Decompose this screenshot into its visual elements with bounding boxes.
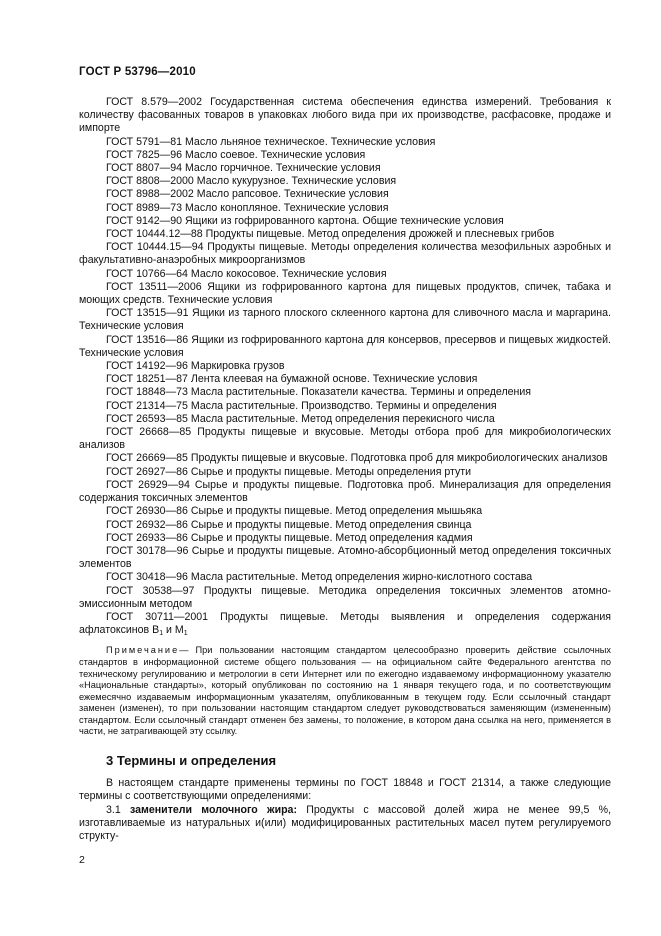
reference-item: ГОСТ 13516—86 Ящики из гофрированного картона для консервов, пресервов и пищевых жидкостей. Технические условия <box>79 333 611 359</box>
reference-item: ГОСТ 8989—73 Масло конопляное. Технические условия <box>106 201 389 214</box>
reference-item: ГОСТ 8808—2000 Масло кукурузное. Технические условия <box>106 175 397 188</box>
reference-item-aflatoxins <box>79 611 611 637</box>
term-text: Продукты с массовой долей жира не менее 99,5 %, изготавливаемые из натуральных и(или) модифицированных растительных масел путем регулируемого структу- <box>79 803 612 843</box>
normative-references <box>79 96 611 637</box>
note <box>79 645 611 738</box>
document-header: ГОСТ Р 53796—2010 <box>79 66 196 78</box>
reference-text: ГОСТ 30711—2001 Продукты пищевые. Методы выявления и определения содержания афлатоксинов В <box>79 610 611 637</box>
reference-item: ГОСТ 13511—2006 Ящики из гофрированного картона для пищевых продуктов, спичек, табака и моющих средств. Технические условия <box>79 280 611 307</box>
reference-item: ГОСТ 26927—86 Сырье и продукты пищевые. Методы определения ртути <box>106 465 472 478</box>
reference-item: ГОСТ 7825—96 Масло соевое. Технические условия <box>106 148 366 161</box>
term-number: 3.1 <box>106 803 131 816</box>
section-intro: В настоящем стандарте применены термины по ГОСТ 18848 и ГОСТ 21314, а также следующие термины с соответствующими определениями: <box>79 777 611 803</box>
reference-item: ГОСТ 26669—85 Продукты пищевые и вкусовые. Подготовка проб для микробиологических анализов <box>106 452 608 465</box>
reference-text-mid: и М <box>163 624 184 637</box>
reference-item: ГОСТ 26668—85 Продукты пищевые и вкусовые. Методы отбора проб для микробиологических анализов <box>79 426 611 452</box>
reference-item: ГОСТ 5791—81 Масло льняное техническое. Технические условия <box>106 135 436 148</box>
reference-item: ГОСТ 26933—86 Сырье и продукты пищевые. Метод определения кадмия <box>106 531 473 544</box>
note-text: — При пользовании настоящим стандартом целесообразно проверить действие ссылочных стандартов в информационной системе общего пользования — на официальном сайте Федерального агентства по техническому регулированию и метрологии в сети Интернет или по ежегодно издаваемому информационному указателю «Национальные стандарты», который опубликован по состоянию на 1 января текущего года, и по соответствующим ежемесячно издаваемым информационным указателям, опубликованным в текущем году. Если ссылочный стандарт заменен (изменен), то при пользовании настоящим стандартом следует руководствоваться заменяющим (измененным) стандартом. Если ссылочный стандарт отменен без замены, то положение, в котором дана ссылка на него, применяется в части, не затрагивающей эту ссылку. <box>79 645 611 737</box>
subscript: 1 <box>159 630 164 638</box>
reference-item: ГОСТ 8807—94 Масло горчичное. Технические условия <box>106 162 381 175</box>
reference-item: ГОСТ 8988—2002 Масло рапсовое. Технические условия <box>106 188 389 201</box>
term-name: заменители молочного жира: <box>130 803 297 816</box>
reference-item: ГОСТ 13515—91 Ящики из тарного плоского склеенного картона для сливочного масла и маргарина. Технические условия <box>79 307 611 333</box>
reference-item: ГОСТ 18251—87 Лента клеевая на бумажной основе. Технические условия <box>106 373 478 386</box>
reference-item: ГОСТ 18848—73 Масла растительные. Показатели качества. Термины и определения <box>106 386 532 399</box>
note-label: Примечание <box>106 645 180 656</box>
reference-item: ГОСТ 26593—85 Масла растительные. Метод определения перекисного числа <box>106 412 495 425</box>
reference-item: ГОСТ 8.579—2002 Государственная система обеспечения единства измерений. Требования к количеству фасованных товаров в упаковках любого вида при их производстве, расфасовке, продаже и импорте <box>79 96 611 135</box>
reference-item: ГОСТ 21314—75 Масла растительные. Производство. Термины и определения <box>106 399 497 412</box>
reference-item: ГОСТ 9142—90 Ящики из гофрированного картона. Общие технические условия <box>106 214 504 227</box>
reference-item: ГОСТ 30538—97 Продукты пищевые. Методика определения токсичных элементов атомно-эмиссионным методом <box>79 584 611 610</box>
reference-item: ГОСТ 10444.12—88 Продукты пищевые. Метод определения дрожжей и плесневых грибов <box>106 228 555 241</box>
reference-item: ГОСТ 26930—86 Сырье и продукты пищевые. Метод определения мышьяка <box>106 505 483 518</box>
reference-item: ГОСТ 14192—96 Маркировка грузов <box>106 360 285 373</box>
reference-item: ГОСТ 26932—86 Сырье и продукты пищевые. Метод определения свинца <box>106 518 472 531</box>
reference-item: ГОСТ 10766—64 Масло кокосовое. Технические условия <box>106 267 387 280</box>
page-number: 2 <box>79 854 85 866</box>
term-definition <box>79 804 611 844</box>
document-body <box>79 96 611 843</box>
section-title: 3 Термины и определения <box>106 753 277 769</box>
reference-item: ГОСТ 30418—96 Масла растительные. Метод определения жирно-кислотного состава <box>106 571 533 584</box>
reference-item: ГОСТ 10444.15—94 Продукты пищевые. Методы определения количества мезофильных аэробных и факультативно-анаэробных микроорганизмов <box>79 241 611 267</box>
subscript: 1 <box>183 630 188 638</box>
reference-item: ГОСТ 30178—96 Сырье и продукты пищевые. Атомно-абсорбционный метод определения токсичных элементов <box>79 544 611 571</box>
reference-item: ГОСТ 26929—94 Сырье и продукты пищевые. Подготовка проб. Минерализация для определения содержания токсичных элементов <box>79 478 611 505</box>
